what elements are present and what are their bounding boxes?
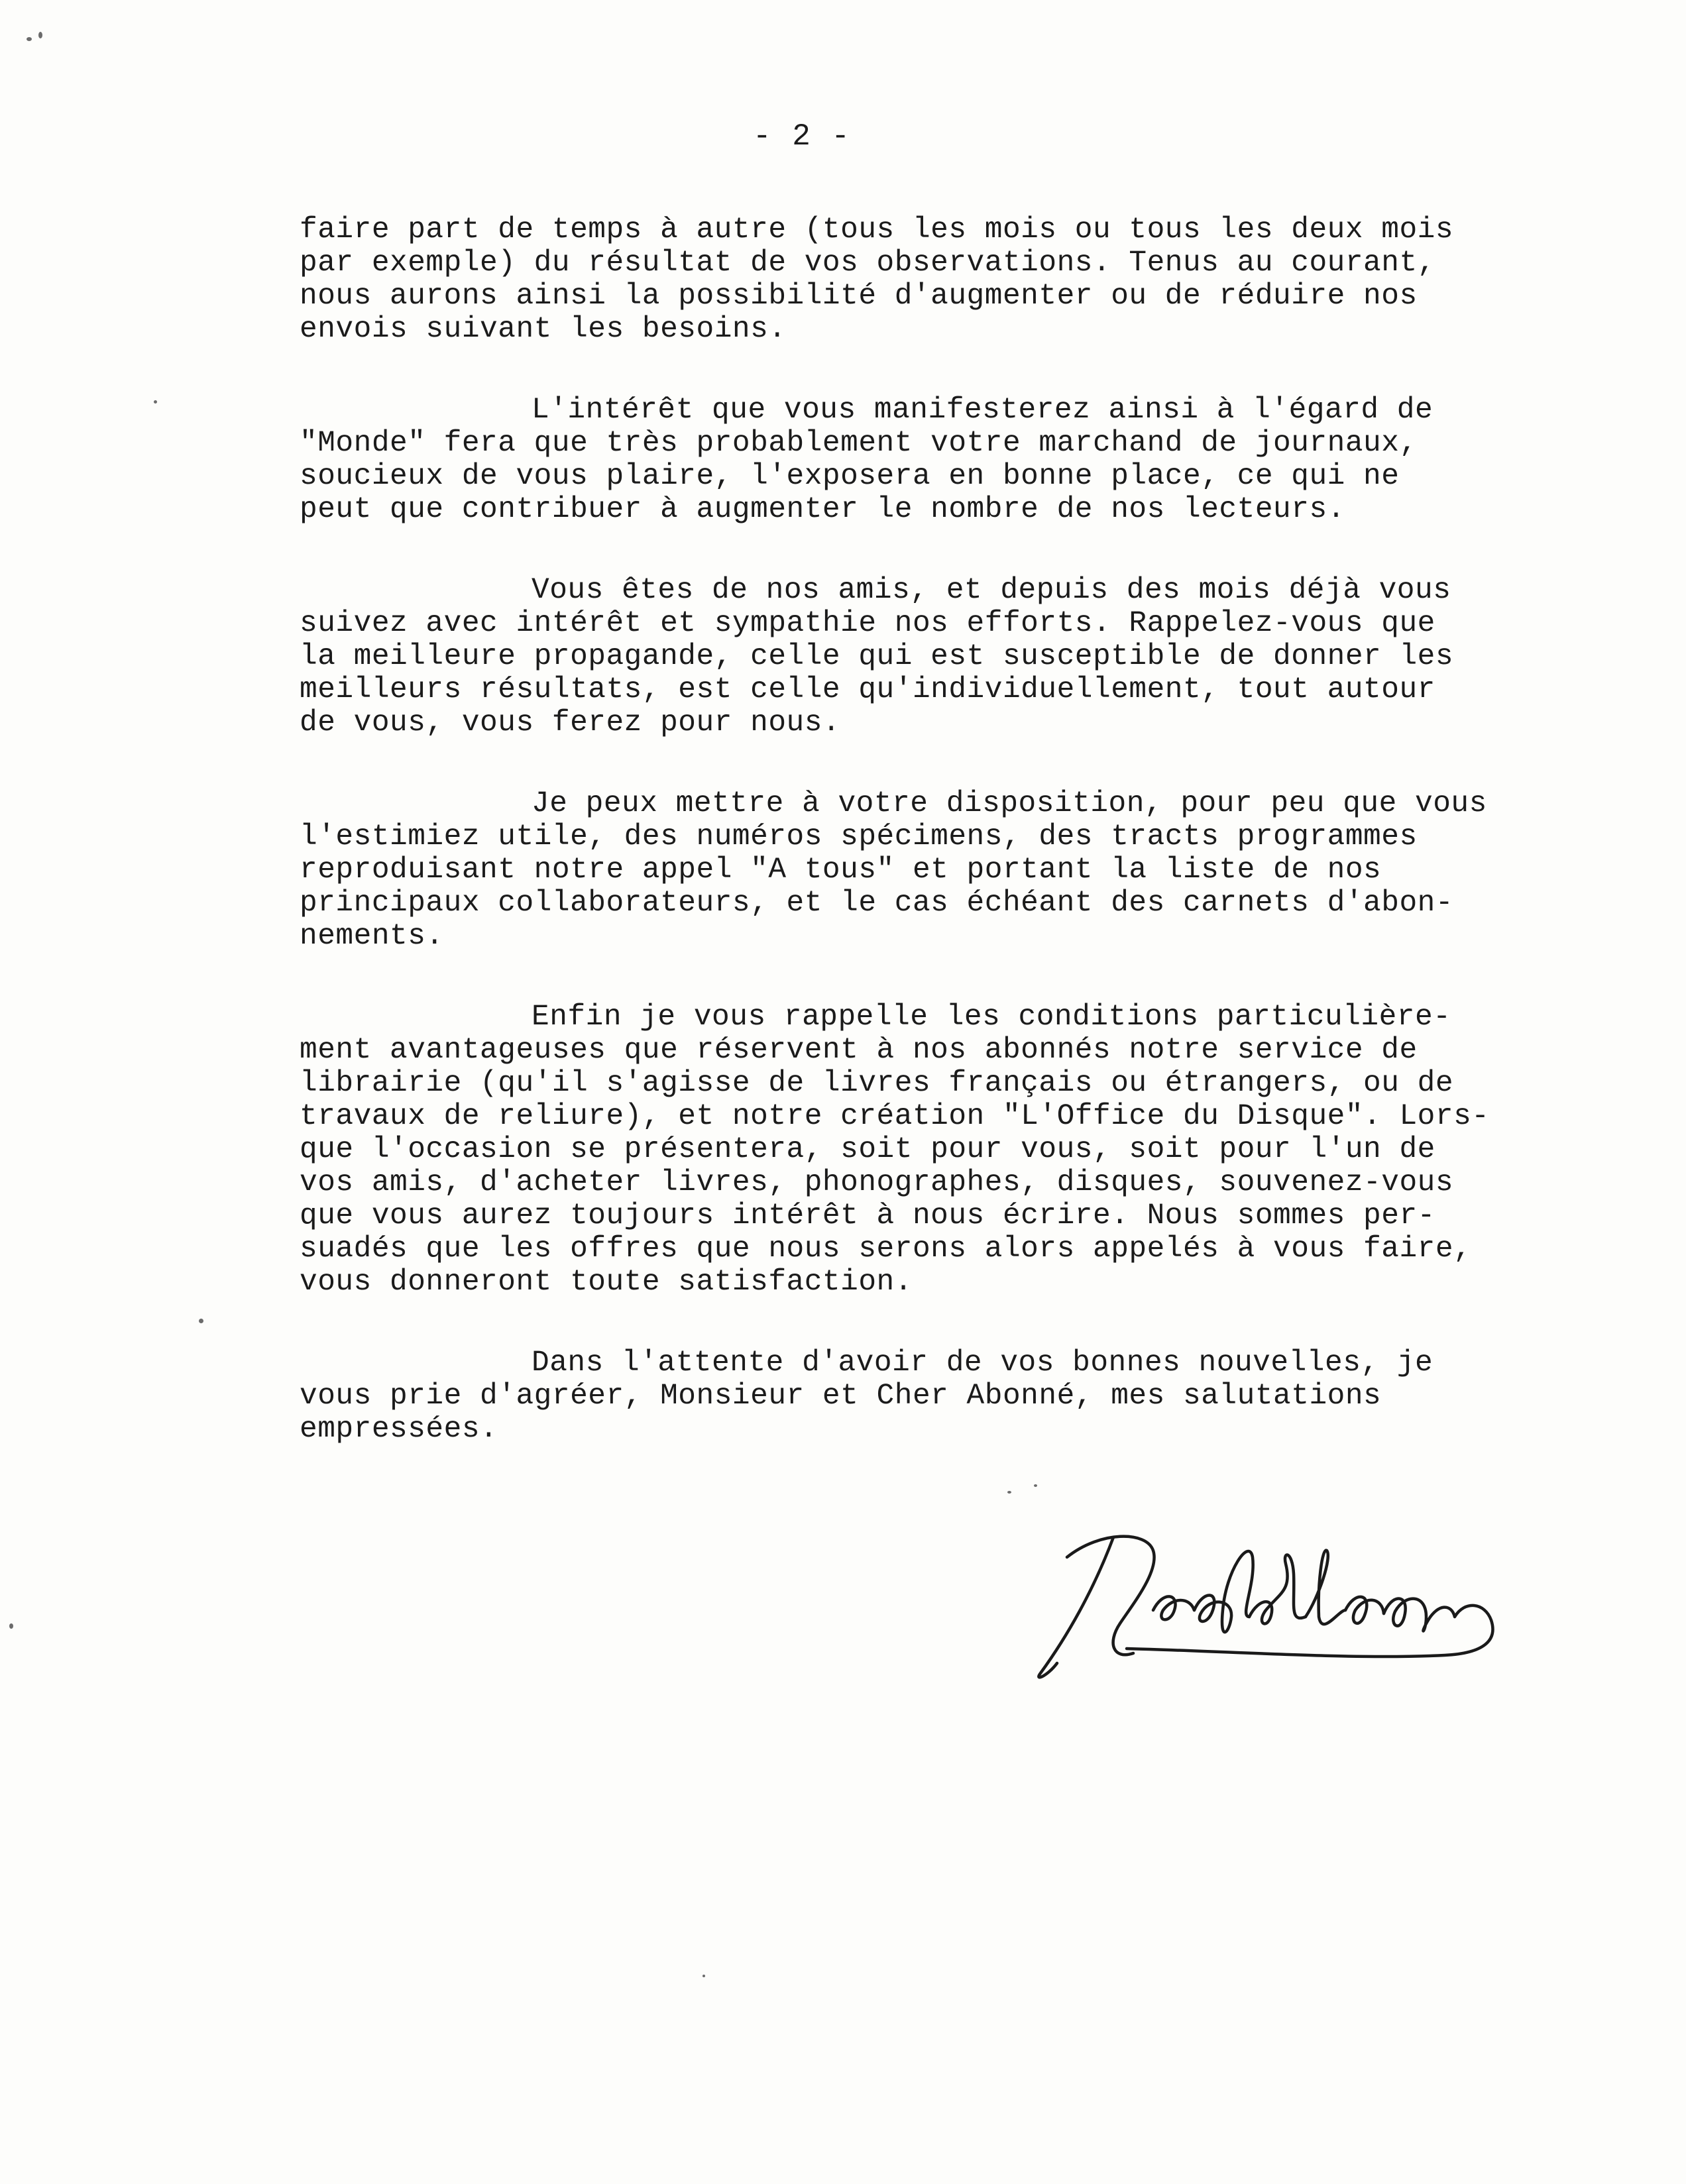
scan-speck	[27, 37, 32, 41]
handwritten-signature	[1021, 1511, 1551, 1683]
text-line: que vous aurez toujours intérêt à nous écrire. Nous sommes per-	[300, 1199, 1435, 1232]
paragraph-2	[300, 394, 1572, 526]
text-line: suadés que les offres que nous serons alors appelés à vous faire,	[300, 1232, 1472, 1266]
text-line: vos amis, d'acheter livres, phonographes, disques, souvenez-vous	[300, 1166, 1454, 1199]
text-line: ment avantageuses que réservent à nos abonnés notre service de	[300, 1034, 1418, 1067]
scan-speck	[38, 32, 42, 38]
text-line: empressées.	[300, 1413, 498, 1446]
text-line: par exemple) du résultat de vos observations. Tenus au courant,	[300, 246, 1435, 280]
text-line: Je peux mettre à votre disposition, pour peu que vous	[532, 787, 1487, 820]
text-line: vous donneront toute satisfaction.	[300, 1266, 913, 1299]
scan-speck	[1034, 1484, 1037, 1487]
text-line: soucieux de vous plaire, l'exposera en bonne place, ce qui ne	[300, 460, 1400, 493]
scan-speck	[1007, 1491, 1011, 1494]
text-line: meilleurs résultats, est celle qu'individuellement, tout autour	[300, 673, 1435, 706]
text-line: Vous êtes de nos amis, et depuis des mois déjà vous	[532, 574, 1451, 607]
text-line: Enfin je vous rappelle les conditions particulière-	[532, 1001, 1451, 1034]
text-line: nements.	[300, 920, 444, 953]
paragraph-3	[300, 574, 1572, 739]
paragraph-5	[300, 1001, 1572, 1299]
scan-speck	[9, 1623, 13, 1629]
text-line: librairie (qu'il s'agisse de livres français ou étrangers, ou de	[300, 1067, 1454, 1100]
text-line: la meilleure propagande, celle qui est susceptible de donner les	[300, 640, 1454, 673]
text-line: nous aurons ainsi la possibilité d'augmenter ou de réduire nos	[300, 280, 1418, 313]
scan-speck	[154, 400, 157, 404]
paragraph-1	[300, 213, 1572, 346]
page-number: - 2 -	[752, 119, 852, 154]
paragraph-4	[300, 787, 1572, 953]
text-line: que l'occasion se présentera, soit pour vous, soit pour l'un de	[300, 1133, 1435, 1166]
text-line: faire part de temps à autre (tous les mois ou tous les deux mois	[300, 213, 1454, 246]
text-line: L'intérêt que vous manifesterez ainsi à l'égard de	[532, 394, 1433, 427]
scan-speck	[702, 1975, 705, 1977]
text-line: vous prie d'agréer, Monsieur et Cher Abonné, mes salutations	[300, 1380, 1382, 1413]
text-line: suivez avec intérêt et sympathie nos efforts. Rappelez-vous que	[300, 607, 1435, 640]
paragraph-6	[300, 1346, 1572, 1446]
text-line: travaux de reliure), et notre création "L'Office du Disque". Lors-	[300, 1100, 1490, 1133]
text-line: principaux collaborateurs, et le cas échéant des carnets d'abon-	[300, 887, 1454, 920]
letter-body	[300, 213, 1572, 1494]
scan-speck	[199, 1319, 203, 1323]
text-line: l'estimiez utile, des numéros spécimens, des tracts programmes	[300, 820, 1418, 853]
text-line: "Monde" fera que très probablement votre marchand de journaux,	[300, 427, 1418, 460]
text-line: de vous, vous ferez pour nous.	[300, 706, 841, 739]
text-line: reproduisant notre appel "A tous" et portant la liste de nos	[300, 853, 1382, 887]
text-line: envois suivant les besoins.	[300, 313, 787, 346]
text-line: Dans l'attente d'avoir de vos bonnes nouvelles, je	[532, 1346, 1433, 1380]
text-line: peut que contribuer à augmenter le nombre de nos lecteurs.	[300, 493, 1345, 526]
